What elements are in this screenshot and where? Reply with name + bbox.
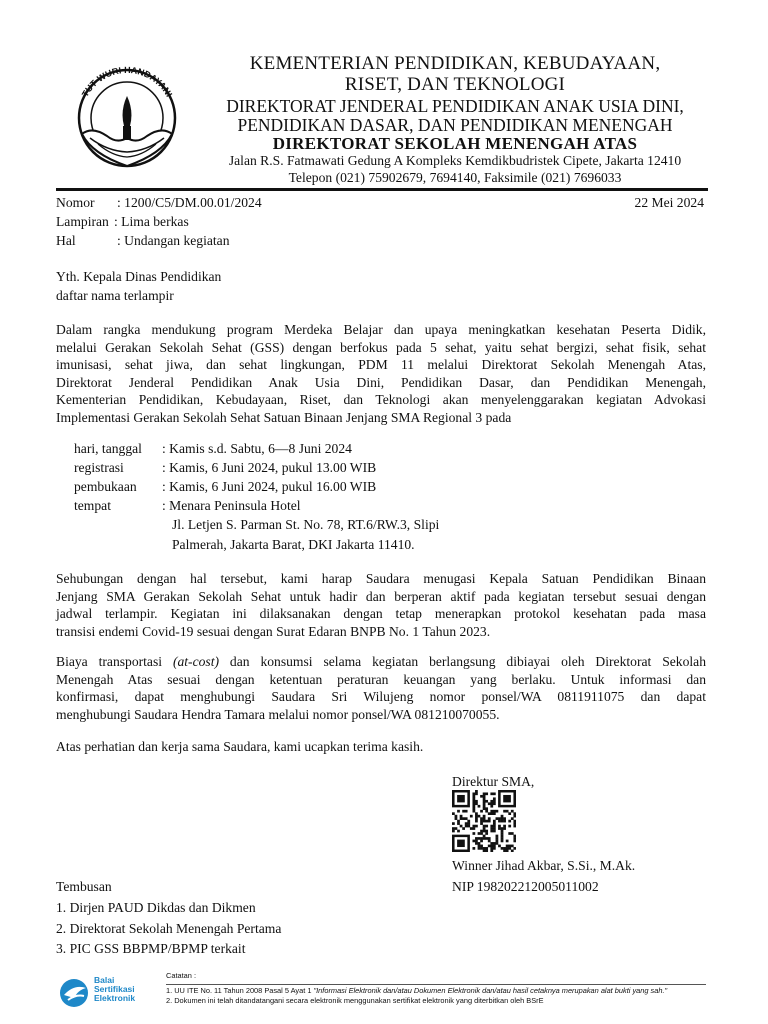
header-divider [56,188,708,191]
bsre-label-line2: Sertifikasi [94,984,135,994]
cc-item: 1. Dirjen PAUD Dikdas dan Dikmen [56,900,256,915]
letter-date: 22 Mei 2024 [634,195,704,210]
paragraph-line: jadwal terlampir. Kegiatan ini dilaksanakan dengan tetap menerapkan protokol kesehatan pada masa [56,606,706,621]
nomor-label: Nomor [56,195,95,210]
venue-address-line1: Jl. Letjen S. Parman St. No. 78, RT.6/RW.3, Slipi [172,517,440,532]
directorate-general-line2: PENDIDIKAN DASAR, DAN PENDIDIKAN MENENGAH [237,115,673,135]
footer-notes-rule [166,984,706,985]
transport-text-rest: dan konsumsi selama kegiatan berlangsung dibiayai oleh Direktorat Sekolah [219,654,706,669]
footer-notes-title: Catatan : [166,971,196,980]
recipient-line1: Yth. Kepala Dinas Pendidikan [56,269,222,284]
transport-text: Biaya transportasi [56,654,173,669]
directorate-name: DIREKTORAT SEKOLAH MENENGAH ATAS [272,134,638,153]
paragraph-line: menghubungi Saudara Hendra Tamara melalui nomor ponsel/WA 081210070055. [56,706,500,722]
paragraph-line: imunisasi, sehat jiwa, dan sehat lingkungan, PDM 11 melalui Direktorat Sekolah Menengah Atas, [56,357,706,372]
bsre-logo [56,976,166,1010]
paragraph-line [56,653,706,671]
ministry-name-line1: KEMENTERIAN PENDIDIKAN, KEBUDAYAAN, [249,53,661,74]
footer-note-2: 2. Dokumen ini telah ditandatangani secara elektronik menggunakan sertifikat elektronik yang diterbitkan oleh BSrE [166,996,544,1005]
schedule-value-date: : Kamis s.d. Sabtu, 6—8 Juni 2024 [162,441,352,456]
body-paragraph-2 [56,570,706,640]
paragraph-line: Direktorat Jenderal Pendidikan Anak Usia Dini, Pendidikan Dasar, dan Pendidikan Menengah, [56,374,706,390]
paragraph-line: Kementerian Pendidikan, Kebudayaan, Riset, dan Teknologi akan menyelenggarakan kegiatan Advokasi [56,392,706,407]
body-paragraph-1 [56,321,706,426]
schedule-value-opening: : Kamis, 6 Juni 2024, pukul 16.00 WIB [162,479,377,494]
header-contact: Telepon (021) 75902679, 7694140, Faksimile (021) 7696033 [288,170,622,185]
footer-note-1-quote: "Informasi Elektronik dan/atau Dokumen Elektronik dan/atau hasil cetaknya merupakan alat bukti yang sah." [313,986,668,995]
paragraph-line: Dalam rangka mendukung program Merdeka Belajar dan upaya meningkatkan kesehatan Peserta Didik, [56,322,706,337]
cc-title: Tembusan [56,879,112,894]
ministry-name-line2: RISET, DAN TEKNOLOGI [344,74,566,95]
signatory-name: Winner Jihad Akbar, S.Si., M.Ak. [452,858,636,873]
header-address: Jalan R.S. Fatmawati Gedung A Kompleks Kemdikbudristek Cipete, Jakarta 12410 [228,153,682,168]
tut-wuri-handayani-logo [62,56,192,176]
paragraph-line: Menengah Atas sesuai dengan ketentuan peraturan keuangan yang berlaku. Untuk informasi dan [56,671,706,687]
cc-item: 2. Direktorat Sekolah Menengah Pertama [56,921,282,936]
signatory-title: Direktur SMA, [452,774,535,789]
nomor-value: : 1200/C5/DM.00.01/2024 [117,195,262,210]
paragraph-line: melalui Gerakan Sekolah Sehat (GSS) dengan berfokus pada 5 sehat, yaitu sehat bergizi, sehat fisik, sehat [56,339,706,355]
bsre-label-line3: Elektronik [94,993,136,1003]
schedule-label-date: hari, tanggal [74,441,142,456]
schedule-label-venue: tempat [74,498,111,513]
paragraph-line: Jenjang SMA Gerakan Sekolah Sehat untuk hadir dan berperan aktif pada kegiatan tersebut sesuai dengan [56,588,706,604]
cc-item: 3. PIC GSS BBPMP/BPMP terkait [56,941,246,956]
paragraph-line: transisi endemi Covid-19 sesuai dengan Surat Edaran BNPB No. 1 Tahun 2023. [56,623,491,639]
footer-note-1-text: 1. UU ITE No. 11 Tahun 2008 Pasal 5 Ayat 1 [166,986,314,995]
paragraph-line: konfirmasi, dapat menghubungi Saudara Sri Wilujeng nomor ponsel/WA 0811911075 dan dapat [56,689,706,704]
footer-note-1 [166,986,667,996]
schedule-value-venue: : Menara Peninsula Hotel [162,498,301,513]
schedule-label-opening: pembukaan [74,479,137,494]
venue-address-line2: Palmerah, Jakarta Barat, DKI Jakarta 11410. [172,537,415,552]
schedule-value-registration: : Kamis, 6 Juni 2024, pukul 13.00 WIB [162,460,377,475]
lampiran-label: Lampiran [56,214,109,229]
directorate-general-line1: DIREKTORAT JENDERAL PENDIDIKAN ANAK USIA DINI, [226,96,684,116]
hal-label: Hal [56,233,76,248]
closing-sentence: Atas perhatian dan kerja sama Saudara, kami ucapkan terima kasih. [56,739,424,754]
paragraph-line: Sehubungan dengan hal tersebut, kami harap Saudara menugasi Kepala Satuan Pendidikan Binaan [56,571,706,586]
recipient-line2: daftar nama terlampir [56,288,174,303]
paragraph-line: Implementasi Gerakan Sekolah Sehat Satuan Binaan Jenjang SMA Regional 3 pada [56,409,512,425]
svg-text:TUT WURI HANDAYANI: TUT WURI HANDAYANI [79,64,175,99]
lampiran-value: : Lima berkas [114,214,189,229]
at-cost-text: (at-cost) [172,654,220,669]
qr-code-signature [452,790,516,852]
schedule-label-registration: registrasi [74,460,124,475]
bsre-label-line1: Balai [94,975,115,985]
signatory-nip: NIP 198202212005011002 [452,879,599,894]
hal-value: : Undangan kegiatan [117,233,230,248]
body-paragraph-3 [56,653,706,723]
